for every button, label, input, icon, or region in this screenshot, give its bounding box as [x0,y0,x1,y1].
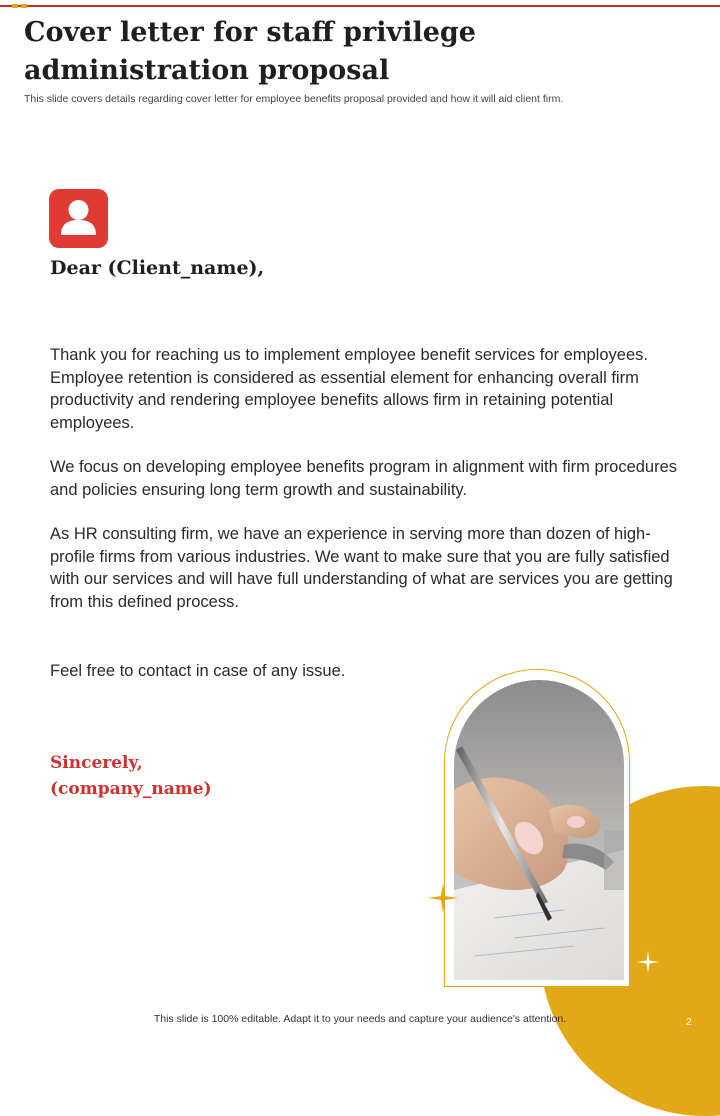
sparkle-icon [428,883,458,913]
letter-signoff [50,750,212,802]
footer-note: This slide is 100% editable. Adapt it to your needs and capture your audience's attention. [153,1013,567,1025]
hand-writing-with-pen-image [454,680,624,980]
page-number: 2 [686,1016,692,1028]
letter-paragraph-4: Feel free to contact in case of any issue. [50,662,346,680]
page-title [24,14,624,90]
letter-paragraph-1: Thank you for reaching us to implement employee benefit services for employees. Employee retention is considered as essential element for enhancing overall firm productivity and rendering employee benefits allows firm in retaining potential employees. [50,346,648,432]
letter-paragraph-2: We focus on developing employee benefits program in alignment with firm procedures and policies ensuring long term growth and sustainability. [50,458,678,499]
closing-text: Sincerely, [50,753,143,773]
page-subtitle: This slide covers details regarding cover letter for employee benefits proposal provided and how it will aid client firm. [24,93,564,105]
letter-greeting: Dear (Client_name), [50,257,265,279]
signature-name: (company_name) [50,779,212,799]
user-icon [49,189,108,248]
title-line-1: Cover letter for staff privilege [24,17,476,48]
letter-paragraph-3: As HR consulting firm, we have an experience in serving more than dozen of high-profile firms from various industries. We want to make sure that you are fully satisfied with our services and will have full understanding of what are services you are getting from this defined process. [50,525,673,611]
top-accent-marks [12,4,27,8]
sparkle-icon [637,951,659,973]
title-line-2: administration proposal [24,55,390,86]
top-rule [0,5,720,7]
